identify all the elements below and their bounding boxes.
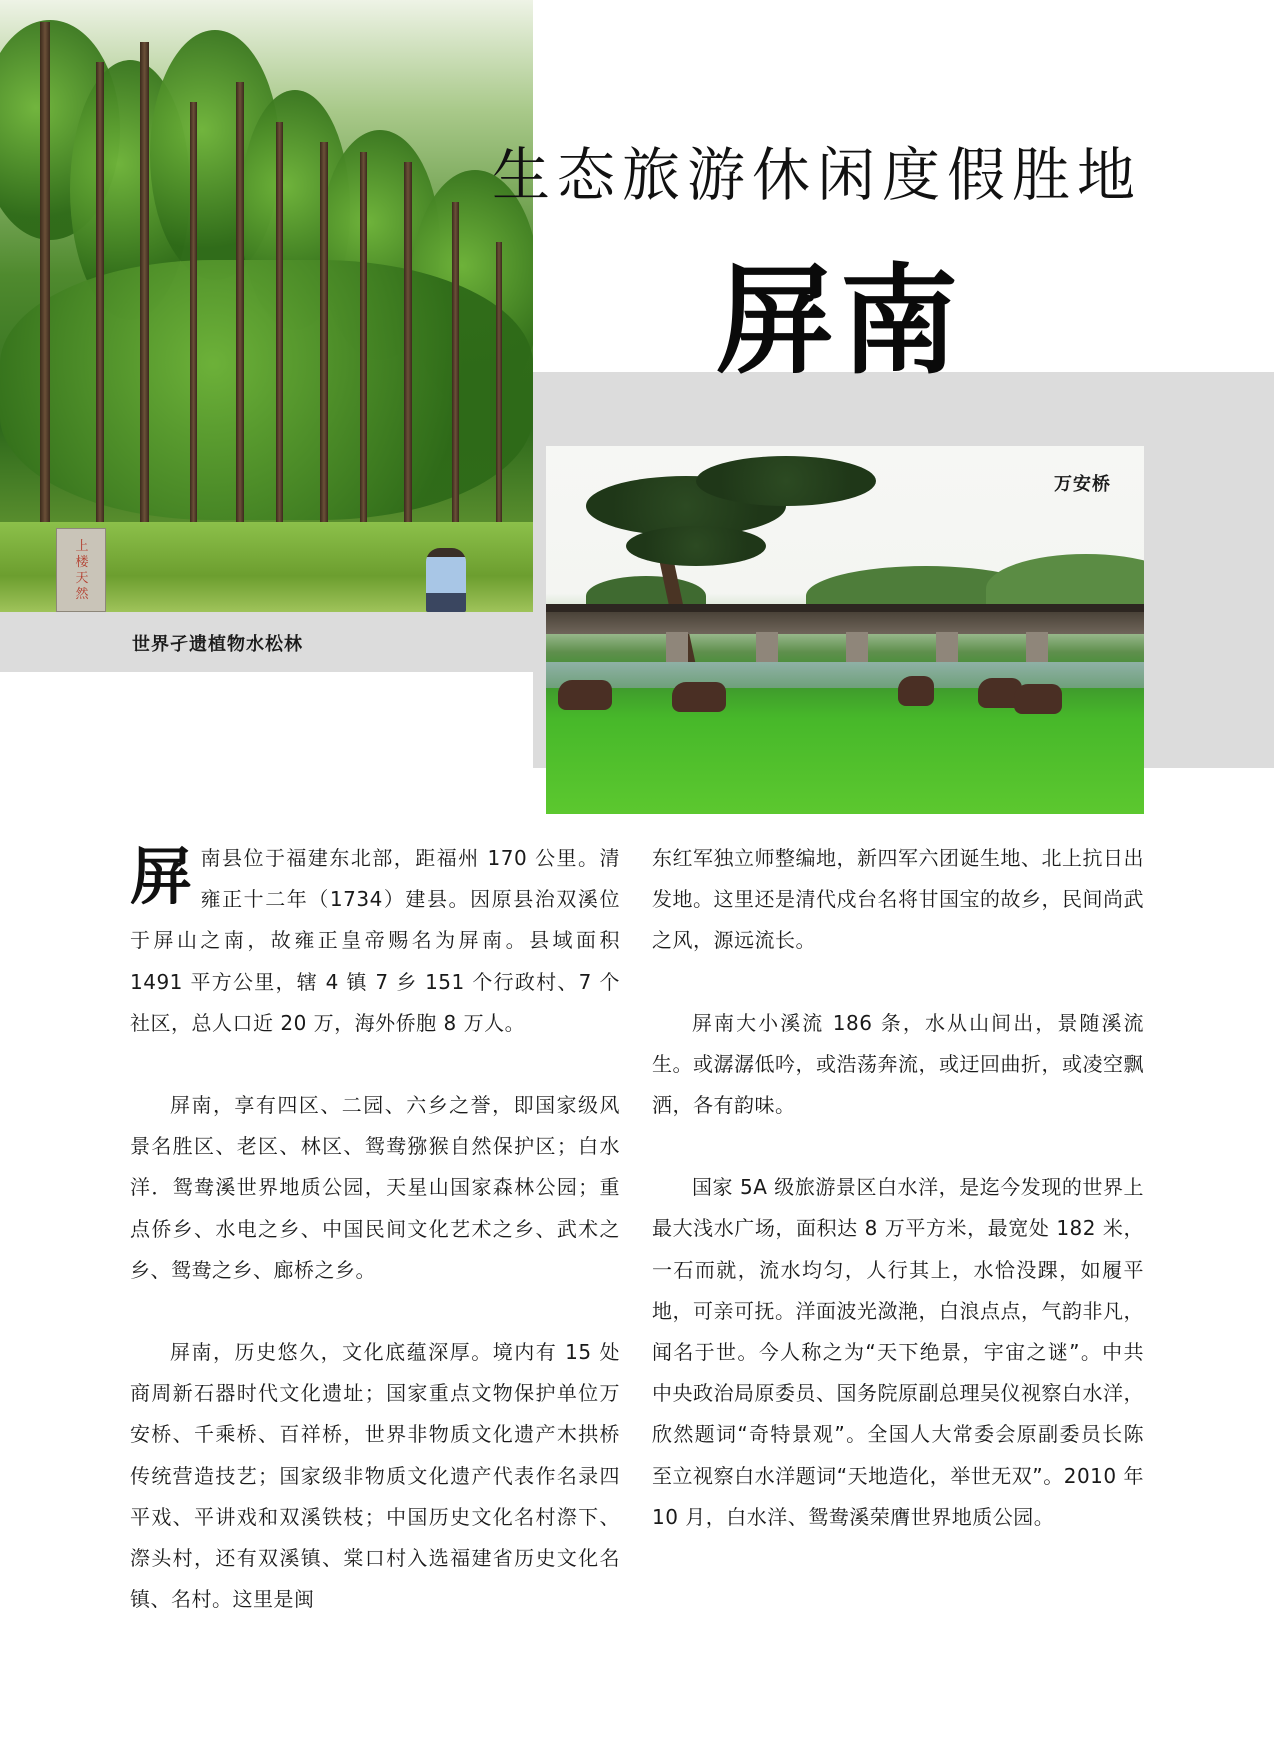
article-paragraph: 屏南大小溪流 186 条，水从山间出，景随溪流生。或潺潺低吟，或浩荡奔流，或迂回曲折，或凌空飘洒，各有韵味。 xyxy=(652,1010,1144,1118)
buffalo xyxy=(898,676,934,706)
pine-canopy xyxy=(626,526,766,566)
forest-photo xyxy=(0,0,533,612)
bridge-pier xyxy=(846,632,868,666)
tree-trunk xyxy=(40,22,50,582)
article-column-right xyxy=(652,838,1144,1579)
buffalo xyxy=(558,680,612,710)
tree-trunk xyxy=(140,42,149,582)
tree-trunk xyxy=(320,142,328,582)
bridge-photo-caption: 万安桥 xyxy=(1054,474,1111,495)
page-subtitle: 生态旅游休闲度假胜地 xyxy=(492,141,1143,209)
article-paragraph: 东红军独立师整编地，新四军六团诞生地、北上抗日出发地。这里还是清代戍台名将甘国宝的故乡，民间尚武之风，源远流长。 xyxy=(652,846,1144,953)
stele-inscription: 上楼天然 xyxy=(75,539,89,602)
tree-trunk xyxy=(360,152,367,582)
bridge-pier xyxy=(1026,632,1048,666)
photographer-figure xyxy=(426,548,466,612)
bridge-pier xyxy=(666,632,688,666)
tree-trunk xyxy=(190,102,197,582)
buffalo xyxy=(672,682,726,712)
page-title: 屏南 xyxy=(716,252,965,390)
stone-stele xyxy=(56,528,106,612)
tree-trunk xyxy=(276,122,283,582)
bridge-photo xyxy=(546,446,1144,814)
drop-cap: 屏 xyxy=(130,840,193,913)
tree-trunk xyxy=(236,82,244,582)
bridge-pier xyxy=(756,632,778,666)
tree-trunk xyxy=(96,62,104,582)
article-paragraph: 屏南，享有四区、二园、六乡之誉，即国家级风景名胜区、老区、林区、鸳鸯猕猴自然保护区；白水洋．鸳鸯溪世界地质公园，天星山国家森林公园；重点侨乡、水电之乡、中国民间文化艺术之乡、武术之乡、鸳鸯之乡、廊桥之乡。 xyxy=(130,1093,620,1282)
article-paragraph: 国家 5A 级旅游景区白水洋，是迄今发现的世界上最大浅水广场，面积达 8 万平方米，最宽处 182 米，一石而就，流水均匀，人行其上，水恰没踝，如履平地，可亲可抚。洋面波光潋滟，白浪点点，气韵非凡，闻名于世。今人称之为“天下绝景，宇宙之谜”。中共中央政治局原委员、国务院原副总理吴仪视察白水洋，欣然题词“奇特景观”。全国人大常委会原副委员长陈至立视察白水洋题词“天地造化，举世无双”。2010 年 10 月，白水洋、鸳鸯溪荣膺世界地质公园。 xyxy=(652,1175,1144,1529)
pine-canopy xyxy=(696,456,876,506)
forest-photo-caption: 世界孑遗植物水松林 xyxy=(132,634,303,655)
tree-trunk xyxy=(404,162,412,582)
covered-bridge xyxy=(546,612,1144,634)
buffalo xyxy=(1014,684,1062,714)
article-paragraph: 屏南，历史悠久，文化底蕴深厚。境内有 15 处商周新石器时代文化遗址；国家重点文物保护单位万安桥、千乘桥、百祥桥，世界非物质文化遗产木拱桥传统营造技艺；国家级非物质文化遗产代表作名录四平戏、平讲戏和双溪铁枝；中国历史文化名村漈下、漈头村，还有双溪镇、棠口村入选福建省历史文化名镇、名村。这里是闽 xyxy=(130,1340,620,1612)
article-column-left xyxy=(130,838,620,1661)
bridge-pier xyxy=(936,632,958,666)
article-paragraph xyxy=(130,838,620,1044)
paragraph-text: 南县位于福建东北部，距福州 170 公里。清雍正十二年（1734）建县。因原县治双溪位于屏山之南，故雍正皇帝赐名为屏南。县域面积 1491 平方公里，辖 4 镇 7 乡 151 个行政村、7 个社区，总人口近 20 万，海外侨胞 8 万人。 xyxy=(130,846,620,1035)
